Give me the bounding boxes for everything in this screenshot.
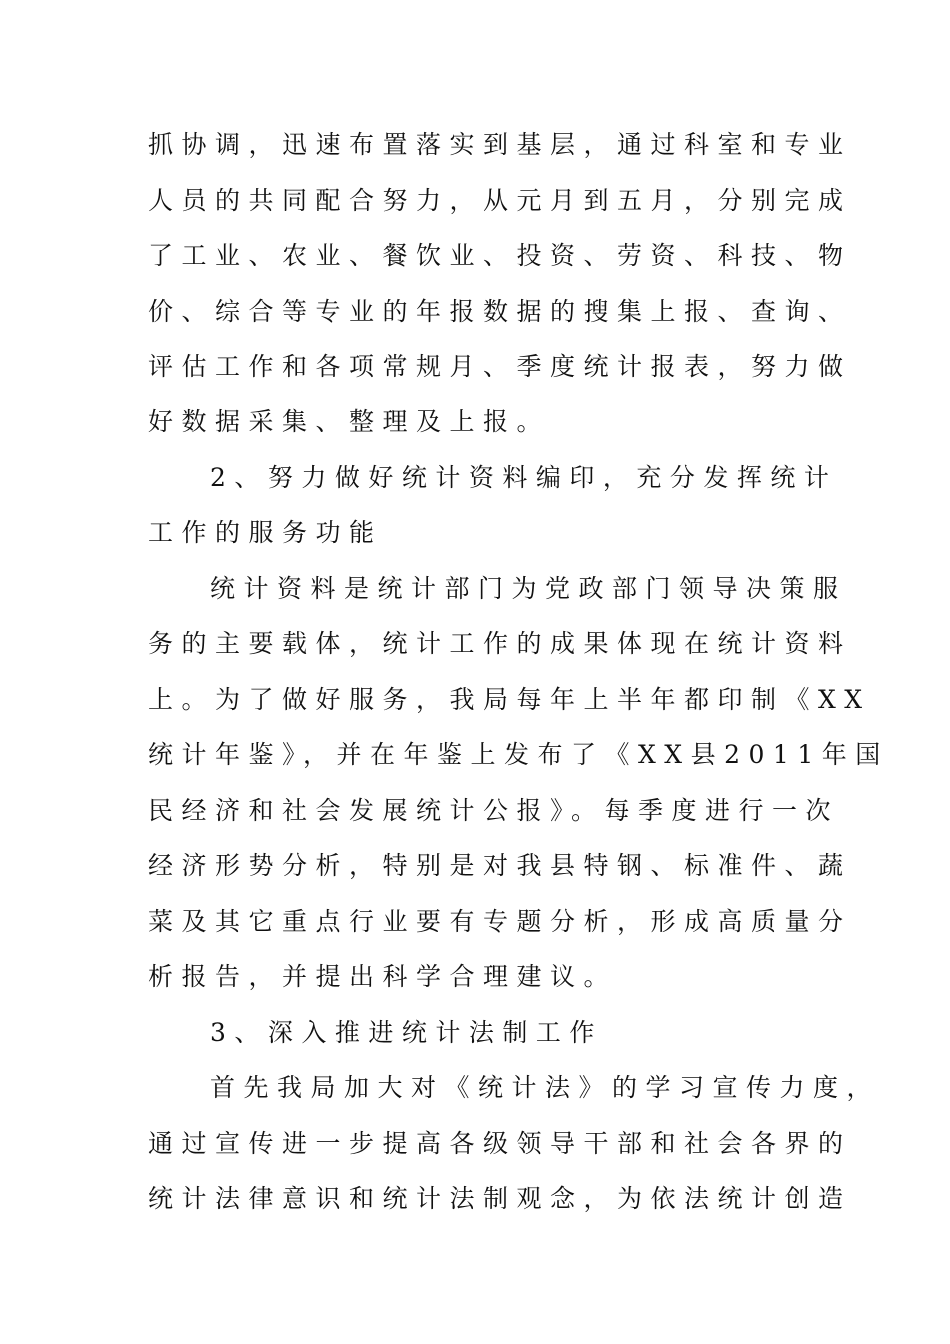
section-heading: 3、深入推进统计法制工作 [210,1018,603,1047]
section-heading: 2、努力做好统计资料编印，充分发挥统计 [210,463,838,492]
text-line: 菜及其它重点行业要有专题分析，形成高质量分 [148,907,852,936]
text-line: 统计资料是统计部门为党政部门领导决策服 [210,574,847,603]
text-line: 统计年鉴》，并在年鉴上发布了《XX县2011年国 [148,740,889,769]
section-heading-continued: 工作的服务功能 [148,518,383,547]
text-line: 统计法律意识和统计法制观念，为依法统计创造 [148,1184,852,1213]
text-line: 经济形势分析，特别是对我县特钢、标准件、蔬 [148,851,852,880]
text-line: 上。为了做好服务，我局每年上半年都印制《XX [148,685,871,714]
text-line: 民经济和社会发展统计公报》。每季度进行一次 [148,796,840,825]
text-line: 抓协调，迅速布置落实到基层，通过科室和专业 [148,130,852,159]
text-line: 析报告，并提出科学合理建议。 [148,962,618,991]
text-line: 了工业、农业、餐饮业、投资、劳资、科技、物 [148,241,852,270]
text-line: 价、综合等专业的年报数据的搜集上报、查询、 [148,297,852,326]
text-line: 好数据采集、整理及上报。 [148,407,551,436]
text-line: 务的主要载体，统计工作的成果体现在统计资料 [148,629,852,658]
text-line: 评估工作和各项常规月、季度统计报表，努力做 [148,352,852,381]
text-line: 首先我局加大对《统计法》的学习宣传力度， [210,1073,881,1102]
text-line: 通过宣传进一步提高各级领导干部和社会各界的 [148,1129,852,1158]
text-line: 人员的共同配合努力，从元月到五月，分别完成 [148,186,852,215]
